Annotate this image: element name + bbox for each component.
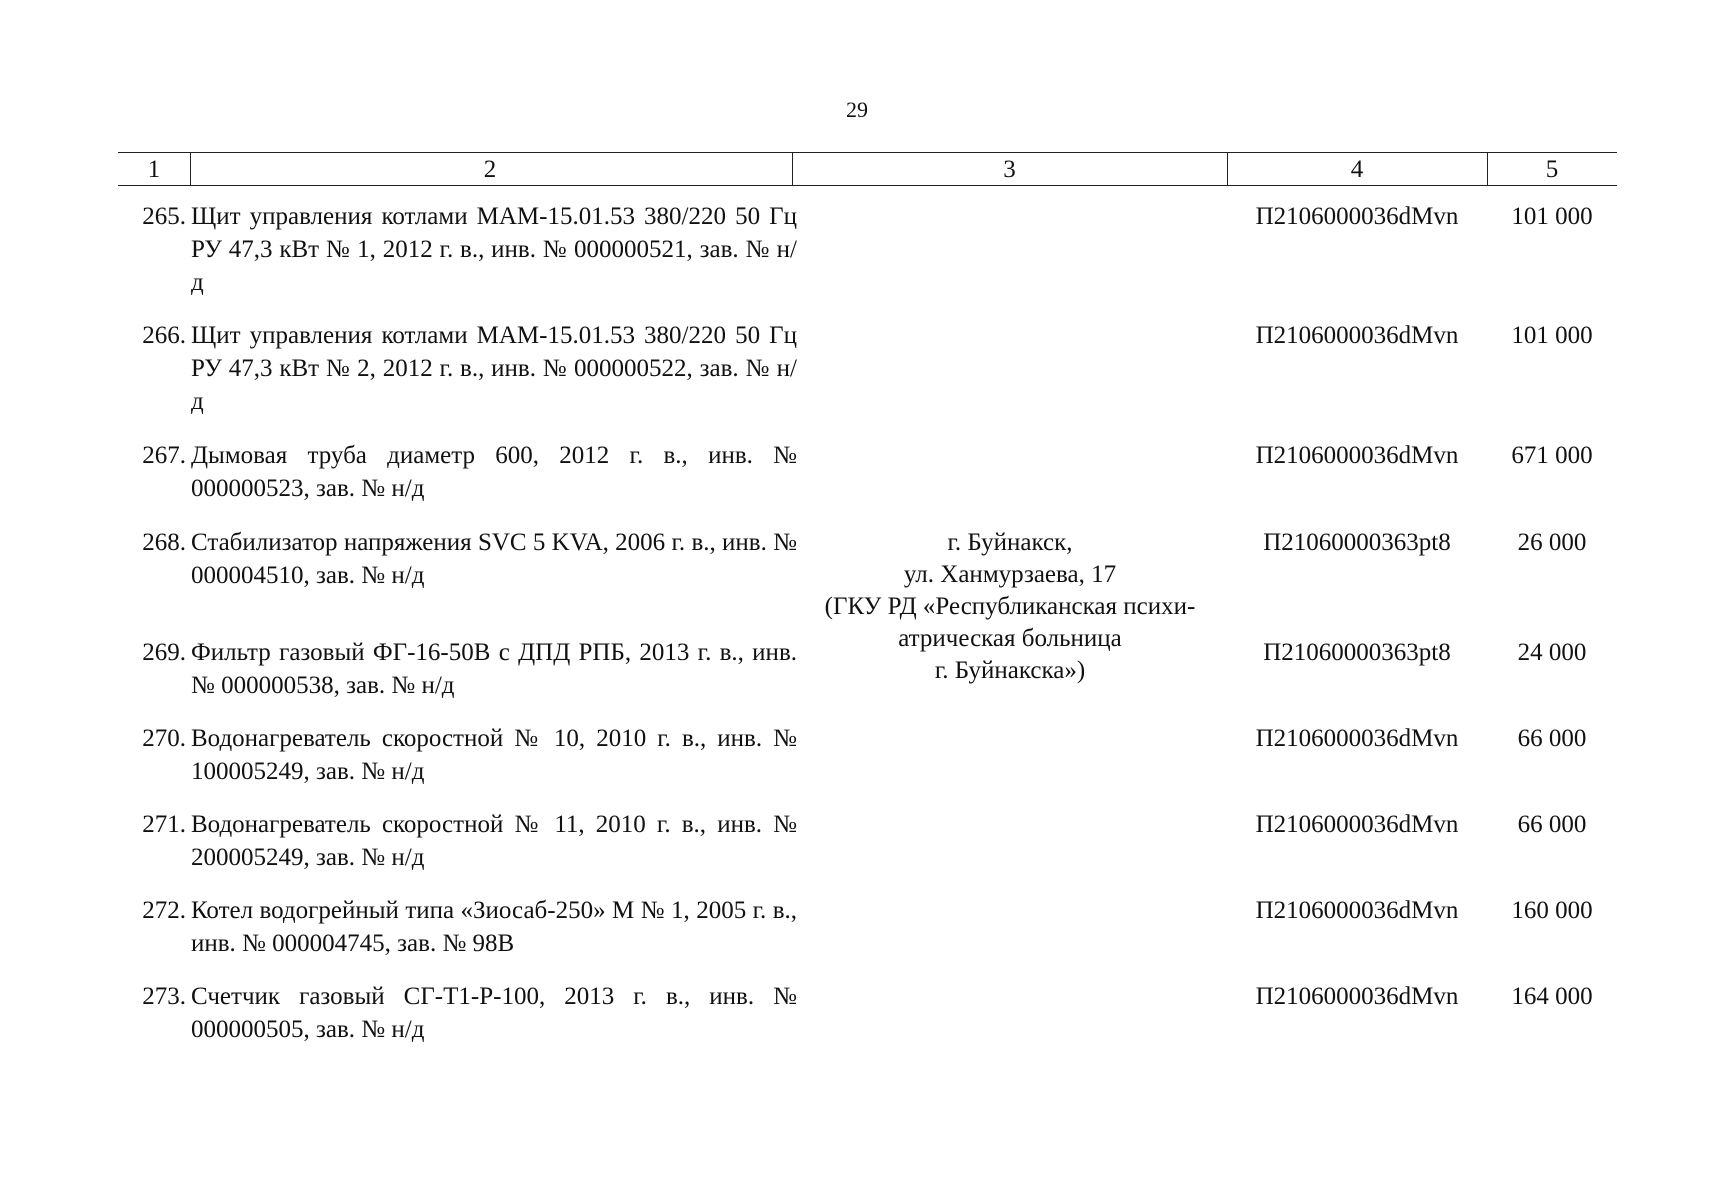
row-number: 272. xyxy=(142,897,186,924)
header-col-3: 3 xyxy=(1003,156,1016,183)
row-number: 265. xyxy=(142,203,186,230)
row-code: П2106000036dMvn xyxy=(1255,897,1459,924)
row-code: П21060000363pt8 xyxy=(1263,639,1451,666)
header-divider xyxy=(792,153,793,185)
address-line: атрическая больница xyxy=(898,625,1122,652)
row-description: Стабилизатор напряжения SVC 5 KVA, 2006 г. в., инв. № 000004510, зав. № н/д xyxy=(191,529,797,589)
row-description: Водонагреватель скоростной № 10, 2010 г. в., инв. № 100005249, зав. № н/д xyxy=(191,725,797,785)
header-divider xyxy=(1227,153,1228,185)
row-number: 271. xyxy=(142,811,186,838)
row-code: П2106000036dMvn xyxy=(1255,442,1459,469)
row-code: П2106000036dMvn xyxy=(1255,983,1459,1010)
header-divider xyxy=(1487,153,1488,185)
row-description: Счетчик газовый СГ-Т1-Р-100, 2013 г. в., инв. № 000000505, зав. № н/д xyxy=(191,983,797,1043)
row-value: 66 000 xyxy=(1517,811,1587,838)
header-col-4: 4 xyxy=(1350,156,1364,183)
row-code: П2106000036dMvn xyxy=(1255,811,1459,838)
address-line: г. Буйнакска») xyxy=(934,657,1086,684)
row-code: П2106000036dMvn xyxy=(1255,322,1459,349)
row-number: 270. xyxy=(142,725,186,752)
header-col-2: 2 xyxy=(483,156,497,183)
row-value: 26 000 xyxy=(1517,529,1587,556)
row-description: Котел водогрейный типа «Зиосаб-250» М № 1, 2005 г. в., инв. № 000004745, зав. № 98В xyxy=(191,897,797,957)
row-number: 268. xyxy=(142,529,186,556)
row-value: 164 000 xyxy=(1511,983,1593,1010)
row-code: П2106000036dMvn xyxy=(1255,203,1459,230)
table-header xyxy=(118,152,1617,186)
row-number: 267. xyxy=(142,442,186,469)
header-divider xyxy=(190,153,191,185)
row-number: 273. xyxy=(142,983,186,1010)
row-value: 24 000 xyxy=(1517,639,1587,666)
row-code: П2106000036dMvn xyxy=(1255,725,1459,752)
row-value: 101 000 xyxy=(1511,322,1593,349)
row-description: Щит управления котлами МАМ-15.01.53 380/220 50 Гц РУ 47,3 кВт № 2, 2012 г. в., инв. № 000000522, зав. № н/д xyxy=(191,322,797,415)
address-cell xyxy=(793,527,1227,687)
header-col-5: 5 xyxy=(1545,156,1559,183)
row-description: Дымовая труба диаметр 600, 2012 г. в., инв. № 000000523, зав. № н/д xyxy=(191,442,797,502)
page-number: 29 xyxy=(846,97,868,122)
row-number: 269. xyxy=(142,639,186,666)
row-value: 66 000 xyxy=(1517,725,1587,752)
row-description: Водонагреватель скоростной № 11, 2010 г. в., инв. № 200005249, зав. № н/д xyxy=(191,811,797,871)
address-line: (ГКУ РД «Республиканская психи- xyxy=(824,593,1196,620)
row-code: П21060000363pt8 xyxy=(1263,529,1451,556)
row-number: 266. xyxy=(142,322,186,349)
row-value: 160 000 xyxy=(1511,897,1593,924)
row-description: Фильтр газовый ФГ-16-50В с ДПД РПБ, 2013 г. в., инв. № 000000538, зав. № н/д xyxy=(191,639,797,699)
row-value: 671 000 xyxy=(1511,442,1593,469)
row-value: 101 000 xyxy=(1511,203,1593,230)
header-col-1: 1 xyxy=(147,156,161,183)
address-line: г. Буйнакск, xyxy=(947,529,1073,556)
row-description: Щит управления котлами МАМ-15.01.53 380/220 50 Гц РУ 47,3 кВт № 1, 2012 г. в., инв. № 000000521, зав. № н/д xyxy=(191,203,797,296)
address-line: ул. Ханмурзаева, 17 xyxy=(903,561,1117,588)
